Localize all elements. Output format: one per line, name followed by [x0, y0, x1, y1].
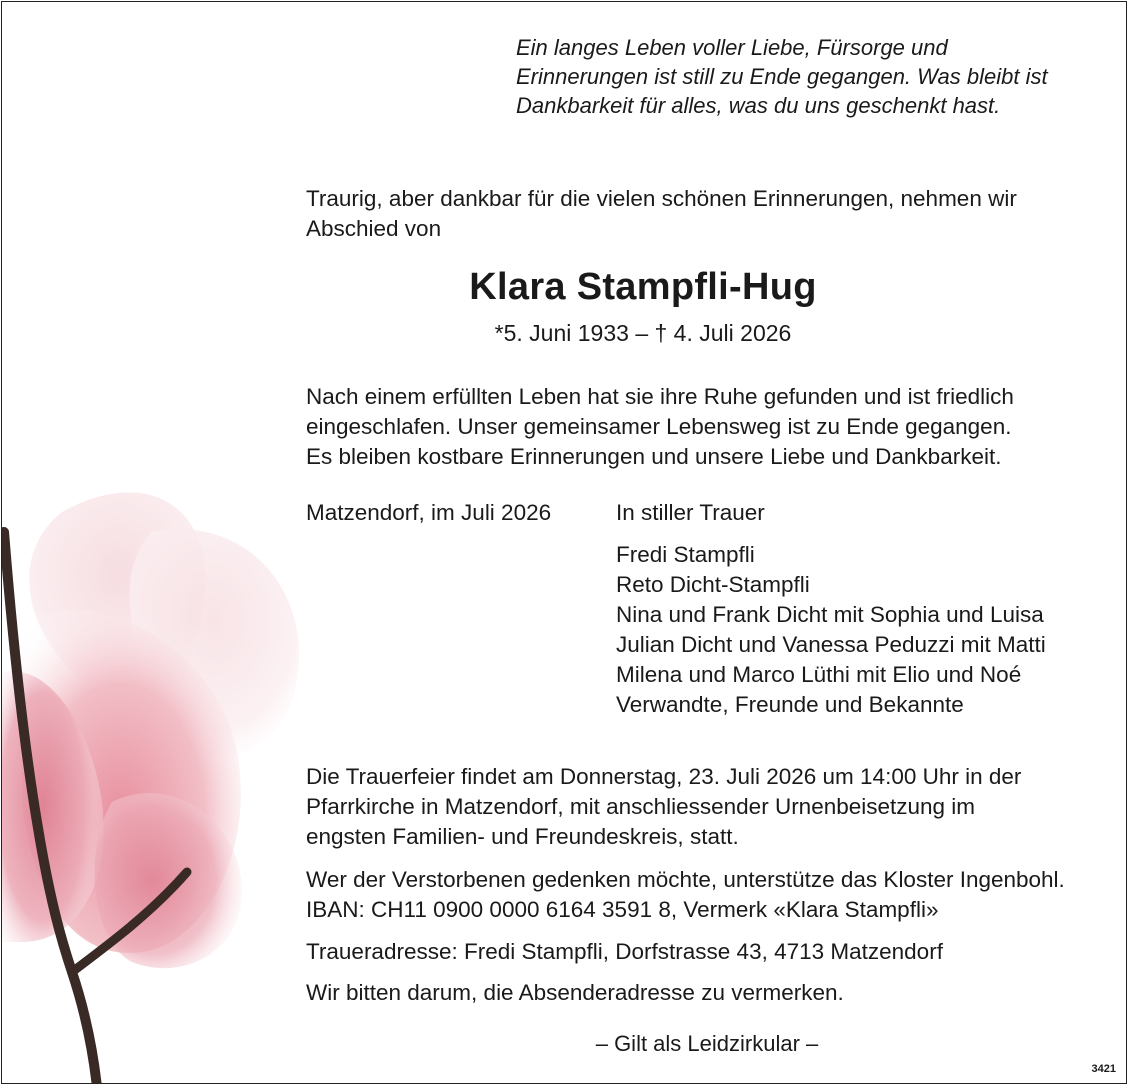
donation-line: Wer der Verstorbenen gedenken möchte, unterstütze das Kloster Ingenbohl. — [306, 867, 1065, 892]
intro-line: Abschied von — [306, 216, 442, 241]
message-line: Es bleiben kostbare Erinnerungen und unsere Liebe und Dankbarkeit. — [306, 444, 1002, 469]
message-line: Nach einem erfüllten Leben hat sie ihre Ruhe gefunden und ist friedlich — [306, 384, 1014, 409]
donation-info — [306, 865, 1065, 925]
mourner-name: Verwandte, Freunde und Bekannte — [616, 692, 964, 717]
mourner-name: Milena und Marco Lüthi mit Elio und Noé — [616, 662, 1022, 687]
ceremony-line: engsten Familien- und Freundeskreis, statt. — [306, 824, 739, 849]
donation-line: IBAN: CH11 0900 0000 6164 3591 8, Vermerk «Klara Stampfli» — [306, 897, 939, 922]
intro-text — [306, 184, 1017, 244]
mourner-name: Nina und Frank Dicht mit Sophia und Luisa — [616, 602, 1044, 627]
circular-note: – Gilt als Leidzirkular – — [595, 1031, 819, 1056]
mourner-name: Fredi Stampfli — [616, 542, 755, 567]
motto-line: Dankbarkeit für alles, was du uns geschenkt hast. — [516, 93, 1001, 118]
mourners-list — [616, 540, 1046, 720]
ceremony-info — [306, 762, 1021, 852]
mourner-name: Julian Dicht und Vanessa Peduzzi mit Matti — [616, 632, 1046, 657]
motto-line: Ein langes Leben voller Liebe, Fürsorge und — [516, 35, 948, 60]
message-line: eingeschlafen. Unser gemeinsamer Lebensweg ist zu Ende gegangen. — [306, 414, 1012, 439]
ad-code: 3421 — [1091, 1063, 1116, 1075]
magnolia-blossom-image — [2, 472, 332, 1084]
deceased-name: Klara Stampfli-Hug — [469, 266, 817, 308]
motto-line: Erinnerungen ist still zu Ende gegangen. Was bleibt ist — [516, 64, 1048, 89]
ceremony-line: Die Trauerfeier findet am Donnerstag, 23. Juli 2026 um 14:00 Uhr in der — [306, 764, 1022, 789]
life-dates: *5. Juni 1933 – † 4. Juli 2026 — [494, 320, 792, 346]
mourner-name: Reto Dicht-Stampfli — [616, 572, 810, 597]
intro-line: Traurig, aber dankbar für die vielen schönen Erinnerungen, nehmen wir — [306, 186, 1017, 211]
mourning-heading: In stiller Trauer — [616, 500, 765, 525]
message-text — [306, 382, 1014, 472]
obituary-notice — [1, 1, 1127, 1084]
ceremony-line: Pfarrkirche in Matzendorf, mit anschliessender Urnenbeisetzung im — [306, 794, 976, 819]
mourning-address: Traueradresse: Fredi Stampfli, Dorfstrasse 43, 4713 Matzendorf — [306, 939, 943, 964]
motto-quote — [516, 33, 1048, 120]
place-date: Matzendorf, im Juli 2026 — [306, 500, 552, 525]
sender-request: Wir bitten darum, die Absenderadresse zu vermerken. — [306, 980, 844, 1005]
